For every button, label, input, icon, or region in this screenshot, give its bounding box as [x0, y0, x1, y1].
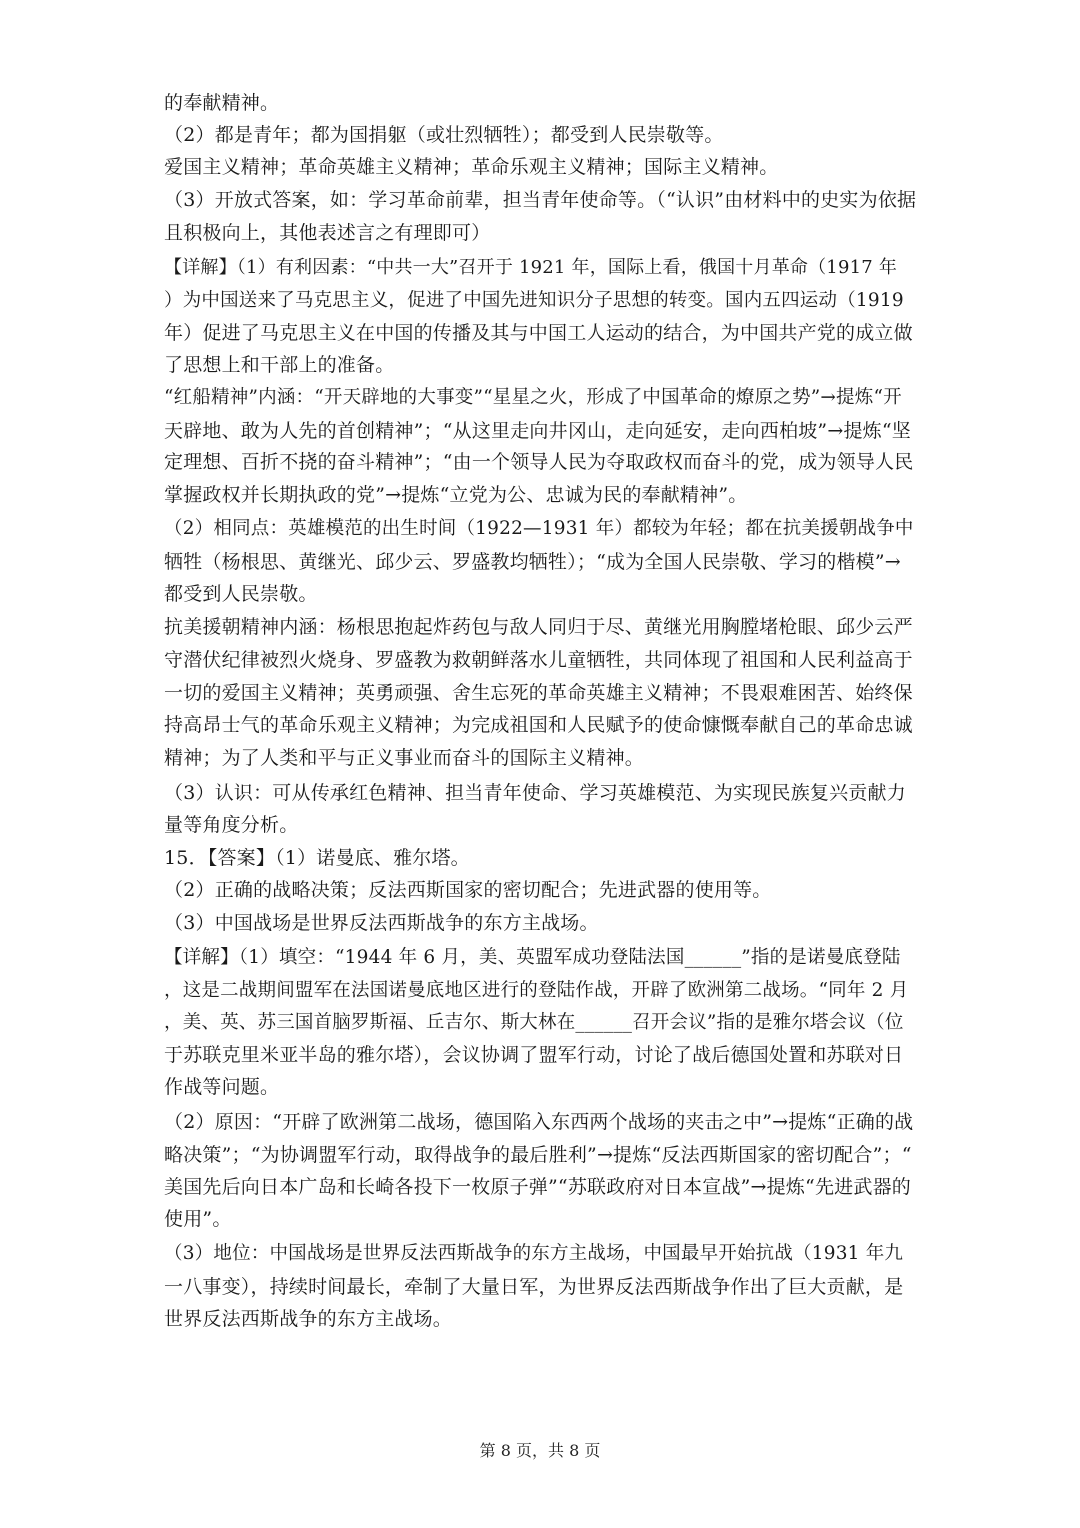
text-line: ，这是二战期间盟军在法国诺曼底地区进行的登陆作战，开辟了欧洲第二战场。“同年 2 月	[164, 980, 909, 1001]
text-line: 使用”。	[164, 1208, 232, 1230]
text-line: （2）原因：“开辟了欧洲第二战场，德国陷入东西两个战场的夹击之中”→提炼“正确的战	[164, 1111, 914, 1133]
text-line: 天辟地、敢为人先的首创精神”；“从这里走向井冈山，走向延安，走向西柏坡”→提炼“坚	[164, 420, 911, 442]
text-line: 定理想、百折不挠的奋斗精神”；“由一个领导人民为夺取政权而奋斗的党，成为领导人民	[164, 451, 914, 473]
text-line: 持高昂士气的革命乐观主义精神；为完成祖国和人民赋予的使命慷慨奉献自己的革命忠诚	[164, 714, 913, 736]
text-line: （2）都是青年；都为国捐躯（或壮烈牺牲）；都受到人民崇敬等。	[164, 124, 724, 146]
text-line: 的奉献精神。	[164, 92, 280, 114]
text-line: （3）中国战场是世界反法西斯战争的东方主战场。	[164, 912, 599, 934]
text-line: ）为中国送来了马克思主义，促进了中国先进知识分子思想的转变。国内五四运动（1919	[164, 290, 904, 311]
text-line: 精神；为了人类和平与正义事业而奋斗的国际主义精神。	[164, 747, 645, 769]
text-line: 且积极向上，其他表述言之有理即可）	[164, 222, 491, 244]
text-line: 量等角度分析。	[164, 814, 299, 836]
text-line: （3）地位：中国战场是世界反法西斯战争的东方主战场，中国最早开始抗战（1931 年九	[164, 1243, 904, 1264]
text-line: （2）正确的战略决策；反法西斯国家的密切配合；先进武器的使用等。	[164, 879, 772, 901]
text-line: 掌握政权并长期执政的党”→提炼“立党为公、忠诚为民的奉献精神”。	[164, 484, 748, 506]
text-line: 了思想上和干部上的准备。	[164, 354, 395, 376]
text-line: “红船精神”内涵：“开天辟地的大事变”“星星之火，形成了中国革命的燎原之势”→提炼“开	[164, 387, 902, 408]
text-line: 世界反法西斯战争的东方主战场。	[164, 1308, 453, 1330]
text-line: （3）认识：可从传承红色精神、担当青年使命、学习英雄模范、为实现民族复兴贡献力	[164, 782, 906, 804]
text-line: 美国先后向日本广岛和长崎各投下一枚原子弹”“苏联政府对日本宣战”→提炼“先进武器的	[164, 1176, 911, 1198]
text-line: 守潜伏纪律被烈火烧身、罗盛教为救朝鲜落水儿童牺牲，共同体现了祖国和人民利益高于	[164, 649, 913, 671]
text-line: （2）相同点：英雄模范的出生时间（1922—1931 年）都较为年轻；都在抗美援朝战争中	[164, 518, 914, 539]
text-line: ，美、英、苏三国首脑罗斯福、丘吉尔、斯大林在______召开会议”指的是雅尔塔会议（位	[164, 1012, 904, 1033]
text-line: 都受到人民崇敬。	[164, 583, 318, 605]
text-line: 年）促进了马克思主义在中国的传播及其与中国工人运动的结合，为中国共产党的成立做	[164, 322, 913, 344]
text-line: 【详解】（1）有利因素：“中共一大”召开于 1921 年，国际上看，俄国十月革命（1917 年	[164, 257, 898, 278]
text-line: 【详解】（1）填空：“1944 年 6 月，美、英盟军成功登陆法国______”指的是诺曼底登陆	[164, 947, 901, 968]
text-line: 15．【答案】（1）诺曼底、雅尔塔。	[164, 847, 470, 869]
text-line: 于苏联克里米亚半岛的雅尔塔），会议协调了盟军行动，讨论了战后德国处置和苏联对日	[164, 1044, 904, 1066]
text-line: 牺牲（杨根思、黄继光、邱少云、罗盛教均牺牲）；“成为全国人民崇敬、学习的楷模”→	[164, 551, 901, 573]
text-line: 略决策”；“为协调盟军行动，取得战争的最后胜利”→提炼“反法西斯国家的密切配合”；“	[164, 1144, 912, 1166]
text-line: 一八事变），持续时间最长，牵制了大量日军，为世界反法西斯战争作出了巨大贡献，是	[164, 1276, 904, 1298]
text-line: 作战等问题。	[164, 1076, 280, 1098]
text-line: 一切的爱国主义精神；英勇顽强、舍生忘死的革命英雄主义精神；不畏艰难困苦、始终保	[164, 682, 913, 704]
text-line: 抗美援朝精神内涵：杨根思抱起炸药包与敌人同归于尽、黄继光用胸膛堵枪眼、邱少云严	[164, 616, 913, 638]
text-line: （3）开放式答案，如：学习革命前辈，担当青年使命等。（“认识”由材料中的史实为依据	[164, 189, 917, 211]
page-footer: 第 8 页，共 8 页	[479, 1441, 601, 1460]
text-line: 爱国主义精神；革命英雄主义精神；革命乐观主义精神；国际主义精神。	[164, 156, 779, 178]
